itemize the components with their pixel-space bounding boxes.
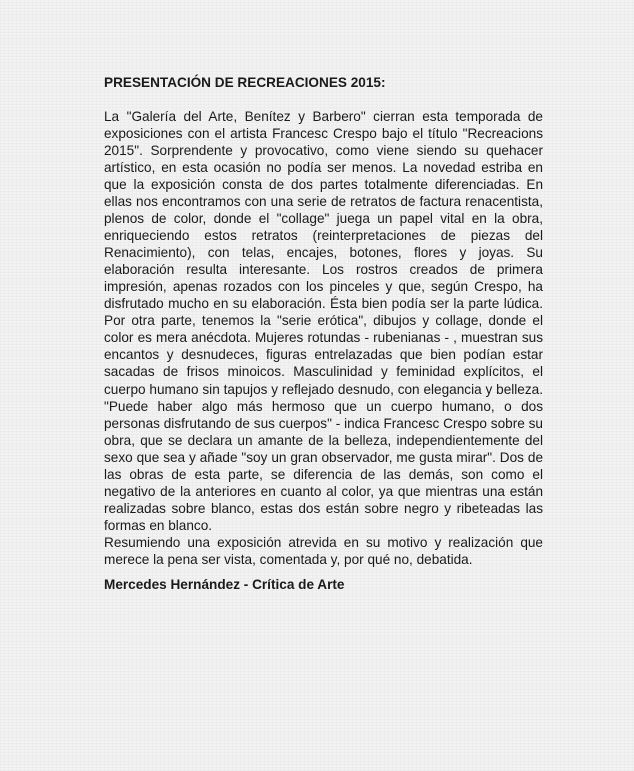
document-body (104, 108, 543, 568)
body-paragraph-2: Resumiendo una exposición atrevida en su motivo y realización que merece la pena ser vista, comentada y, por qué no, debatida. (104, 534, 543, 567)
author-signature: Mercedes Hernández - Crítica de Arte (104, 577, 345, 592)
body-paragraph-1: La "Galería del Arte, Benítez y Barbero" cierran esta temporada de exposiciones con el artista Francesc Crespo bajo el título "Recreacions 2015". Sorprendente y provocativo, como viene siendo su quehacer artístico, en esta ocasión no podía ser menos. La novedad estriba en que la exposición consta de dos partes totalmente diferenciadas. En ellas nos encontramos con una serie de retratos de factura renacentista, plenos de color, donde el "collage" juega un papel vital en la obra, enriqueciendo estos retratos (reinterpretaciones de piezas del Renacimiento), con telas, encajes, botones, flores y joyas. Su elaboración resulta interesante. Los rostros creados de primera impresión, apenas rozados con los pinceles y que, según Crespo, ha disfrutado mucho en su elaboración. Ésta bien podía ser la parte lúdica. Por otra parte, tenemos la "serie erótica", dibujos y collage, donde el color es mera anécdota. Mujeres rotundas - rubenianas - , muestran sus encantos y desnudeces, figuras entrelazadas que bien podían estar sacadas de frisos minoicos. Masculinidad y feminidad explícitos, el cuerpo humano sin tapujos y reflejado desnudo, con elegancia y belleza. "Puede haber algo más hermoso que un cuerpo humano, o dos personas disfrutando de sus cuerpos" - indica Francesc Crespo sobre su obra, que se declara un amante de la belleza, independientemente del sexo que sea y añade "soy un gran observador, me gusta mirar". Dos de las obras de esta parte, se diferencia de las demás, son como el negativo de la anteriores en cuanto al color, ya que mientras una están realizadas sobre blanco, estas dos están sobre negro y ribeteadas las formas en blanco. (104, 109, 543, 533)
document-title: PRESENTACIÓN DE RECREACIONES 2015: (104, 75, 386, 90)
